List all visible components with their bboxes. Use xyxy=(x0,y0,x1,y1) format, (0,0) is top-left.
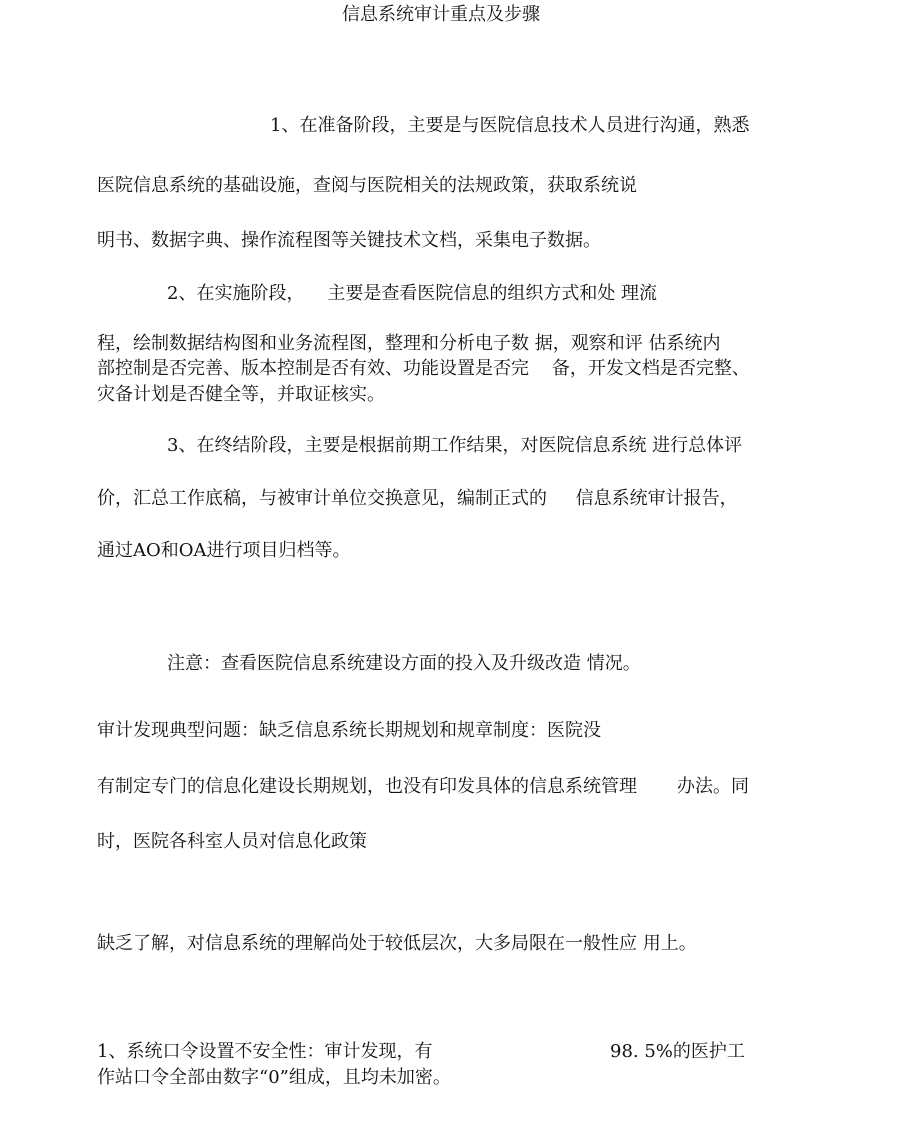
item1-line1-percent: 98. 5%的医护工 xyxy=(610,1041,745,1062)
para2-line3: 部控制是否完善、版本控制是否有效、功能设置是否完 备，开发文档是否完整、 xyxy=(97,358,750,379)
para3-line1: 3、在终结阶段，主要是根据前期工作结果，对医院信息系统 进行总体评 xyxy=(167,435,743,456)
finding-continuation: 缺乏了解，对信息系统的理解尚处于较低层次，大多局限在一般性应 用上。 xyxy=(97,933,697,954)
para3-line2: 价，汇总工作底稿，与被审计单位交换意见，编制正式的 信息系统审计报告， xyxy=(97,488,738,509)
para3-line3: 通过AO和OA进行项目归档等。 xyxy=(97,540,351,561)
para2-line2: 程，绘制数据结构图和业务流程图，整理和分析电子数 据，观察和评 估系统内 xyxy=(97,333,721,354)
para1-line1: 1、在准备阶段，主要是与医院信息技术人员进行沟通，熟悉 xyxy=(270,115,750,136)
para2-line4: 灾备计划是否健全等，并取证核实。 xyxy=(97,384,385,405)
finding-line3: 时，医院各科室人员对信息化政策 xyxy=(97,831,367,852)
finding-line2: 有制定专门的信息化建设长期规划，也没有印发具体的信息系统管理 办法。同 xyxy=(97,776,750,797)
document-title: 信息系统审计重点及步骤 xyxy=(342,4,540,25)
para1-line2: 医院信息系统的基础设施，查阅与医院相关的法规政策，获取系统说 xyxy=(97,175,637,196)
finding-line1: 审计发现典型问题：缺乏信息系统长期规划和规章制度：医院没 xyxy=(97,720,601,741)
item1-line2: 作站口令全部由数字“0”组成，且均未加密。 xyxy=(97,1067,451,1088)
note-line: 注意：查看医院信息系统建设方面的投入及升级改造 情况。 xyxy=(167,653,641,674)
item1-line1-text: 1、系统口令设置不安全性：审计发现，有 xyxy=(97,1041,433,1062)
para1-line3: 明书、数据字典、操作流程图等关键技术文档，采集电子数据。 xyxy=(97,230,601,251)
para2-line1: 2、在实施阶段， 主要是查看医院信息的组织方式和处 理流 xyxy=(167,283,658,304)
